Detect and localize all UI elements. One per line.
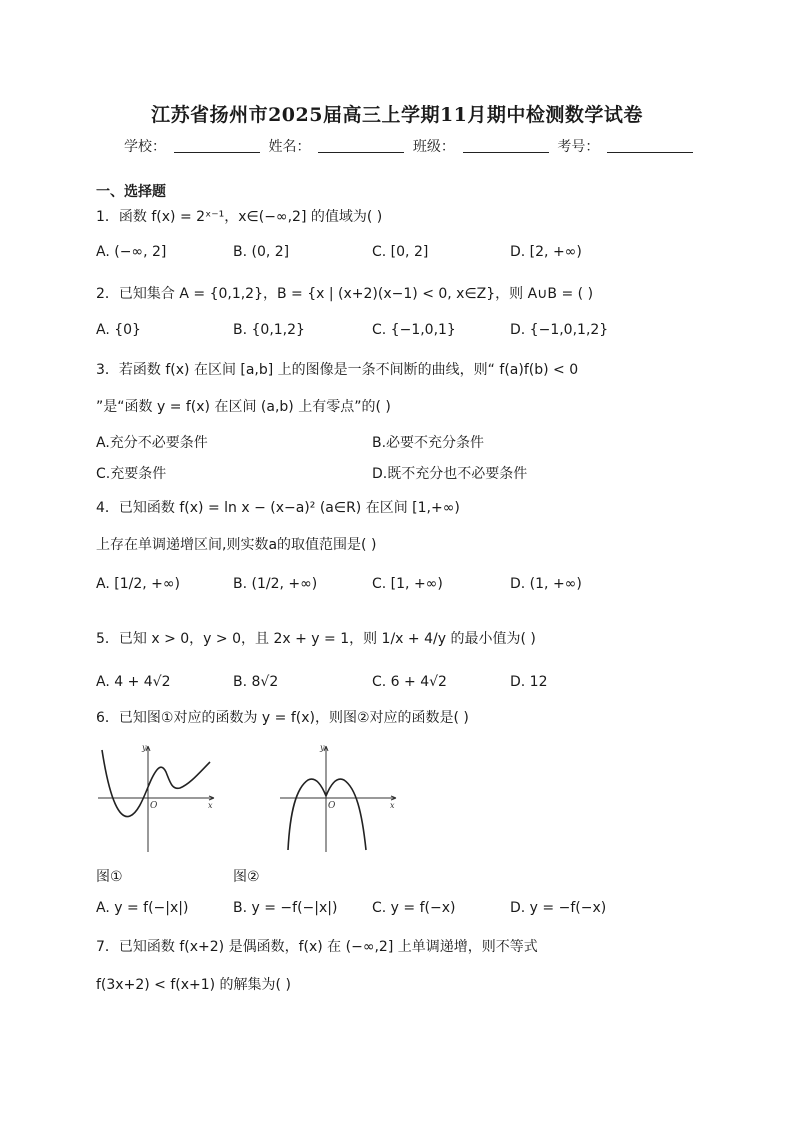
q4-stem-line2: 上存在单调递增区间,则实数a的取值范围是( ) [96, 537, 377, 553]
number-label: 考号： [557, 139, 600, 155]
student-info-row [124, 136, 697, 156]
exam-title: 江苏省扬州市2025届高三上学期11月期中检测数学试卷 [151, 104, 643, 126]
q6-option-c[interactable]: C. y = f(−x) [372, 900, 456, 916]
q2-option-d[interactable]: D. {−1,0,1,2} [510, 322, 609, 338]
q3-option-a[interactable]: A.充分不必要条件 [96, 435, 208, 451]
figure-1-graph [96, 742, 220, 854]
q7-stem-line1: 7．已知函数 f(x+2) 是偶函数，f(x) 在 (−∞,2] 上单调递增，则不等式 [96, 939, 538, 955]
name-label: 姓名： [268, 139, 311, 155]
q5-option-d[interactable]: D. 12 [510, 674, 548, 690]
q4-option-d[interactable]: D. (1, +∞) [510, 576, 582, 592]
q4-option-b[interactable]: B. (1/2, +∞) [233, 576, 318, 592]
fig2-x-label: x [390, 801, 395, 810]
q5-stem: 5．已知 x > 0，y > 0，且 2x + y = 1，则 1/x + 4/y 的最小值为( ) [96, 631, 536, 647]
q2-option-b[interactable]: B. {0,1,2} [233, 322, 305, 338]
q3-option-b[interactable]: B.必要不充分条件 [372, 435, 485, 451]
fig2-y-label: y [320, 743, 325, 752]
q4-stem-line1: 4．已知函数 f(x) = ln x − (x−a)² (a∈R) 在区间 [1,+∞) [96, 500, 460, 516]
q7-stem-line2: f(3x+2) < f(x+1) 的解集为( ) [96, 977, 291, 993]
fig2-curve [288, 779, 366, 850]
q6-option-d[interactable]: D. y = −f(−x) [510, 900, 607, 916]
class-label: 班级： [412, 139, 455, 155]
q5-option-b[interactable]: B. 8√2 [233, 674, 279, 690]
q6-option-a[interactable]: A. y = f(−|x|) [96, 900, 189, 916]
q2-option-a[interactable]: A. {0} [96, 322, 141, 338]
figure-2-graph [278, 742, 402, 854]
school-blank[interactable] [174, 138, 260, 153]
q3-option-d[interactable]: D.既不充分也不必要条件 [372, 466, 528, 482]
q3-stem-line2: ”是“函数 y = f(x) 在区间 (a,b) 上有零点”的( ) [96, 399, 391, 415]
class-blank[interactable] [463, 138, 549, 153]
school-label: 学校： [124, 139, 166, 155]
q5-option-c[interactable]: C. 6 + 4√2 [372, 674, 447, 690]
fig1-y-label: y [142, 743, 147, 752]
q1-option-a[interactable]: A. (−∞, 2] [96, 244, 167, 260]
name-blank[interactable] [318, 138, 404, 153]
q1-option-c[interactable]: C. [0, 2] [372, 244, 429, 260]
q2-stem: 2．已知集合 A = {0,1,2}，B = {x | (x+2)(x−1) < 0, x∈Z}，则 A∪B = ( ) [96, 286, 594, 302]
q4-option-c[interactable]: C. [1, +∞) [372, 576, 443, 592]
q1-option-d[interactable]: D. [2, +∞) [510, 244, 582, 260]
q2-option-c[interactable]: C. {−1,0,1} [372, 322, 456, 338]
figure-2-caption: 图② [233, 869, 260, 885]
fig1-x-label: x [208, 801, 213, 810]
fig1-origin-label: O [150, 801, 158, 811]
q1-option-b[interactable]: B. (0, 2] [233, 244, 290, 260]
q3-stem-line1: 3．若函数 f(x) 在区间 [a,b] 上的图像是一条不间断的曲线，则“ f(a)f(b) < 0 [96, 362, 579, 378]
number-blank[interactable] [607, 138, 693, 153]
q6-option-b[interactable]: B. y = −f(−|x|) [233, 900, 338, 916]
fig2-origin-label: O [328, 801, 336, 811]
q1-stem: 1．函数 f(x) = 2ˣ⁻¹，x∈(−∞,2] 的值域为( ) [96, 209, 383, 225]
q3-option-c[interactable]: C.充要条件 [96, 466, 167, 482]
figure-1-caption: 图① [96, 869, 123, 885]
section-heading: 一、选择题 [96, 184, 166, 200]
q4-option-a[interactable]: A. [1/2, +∞) [96, 576, 180, 592]
q5-option-a[interactable]: A. 4 + 4√2 [96, 674, 171, 690]
q6-stem: 6．已知图①对应的函数为 y = f(x)，则图②对应的函数是( ) [96, 710, 469, 726]
